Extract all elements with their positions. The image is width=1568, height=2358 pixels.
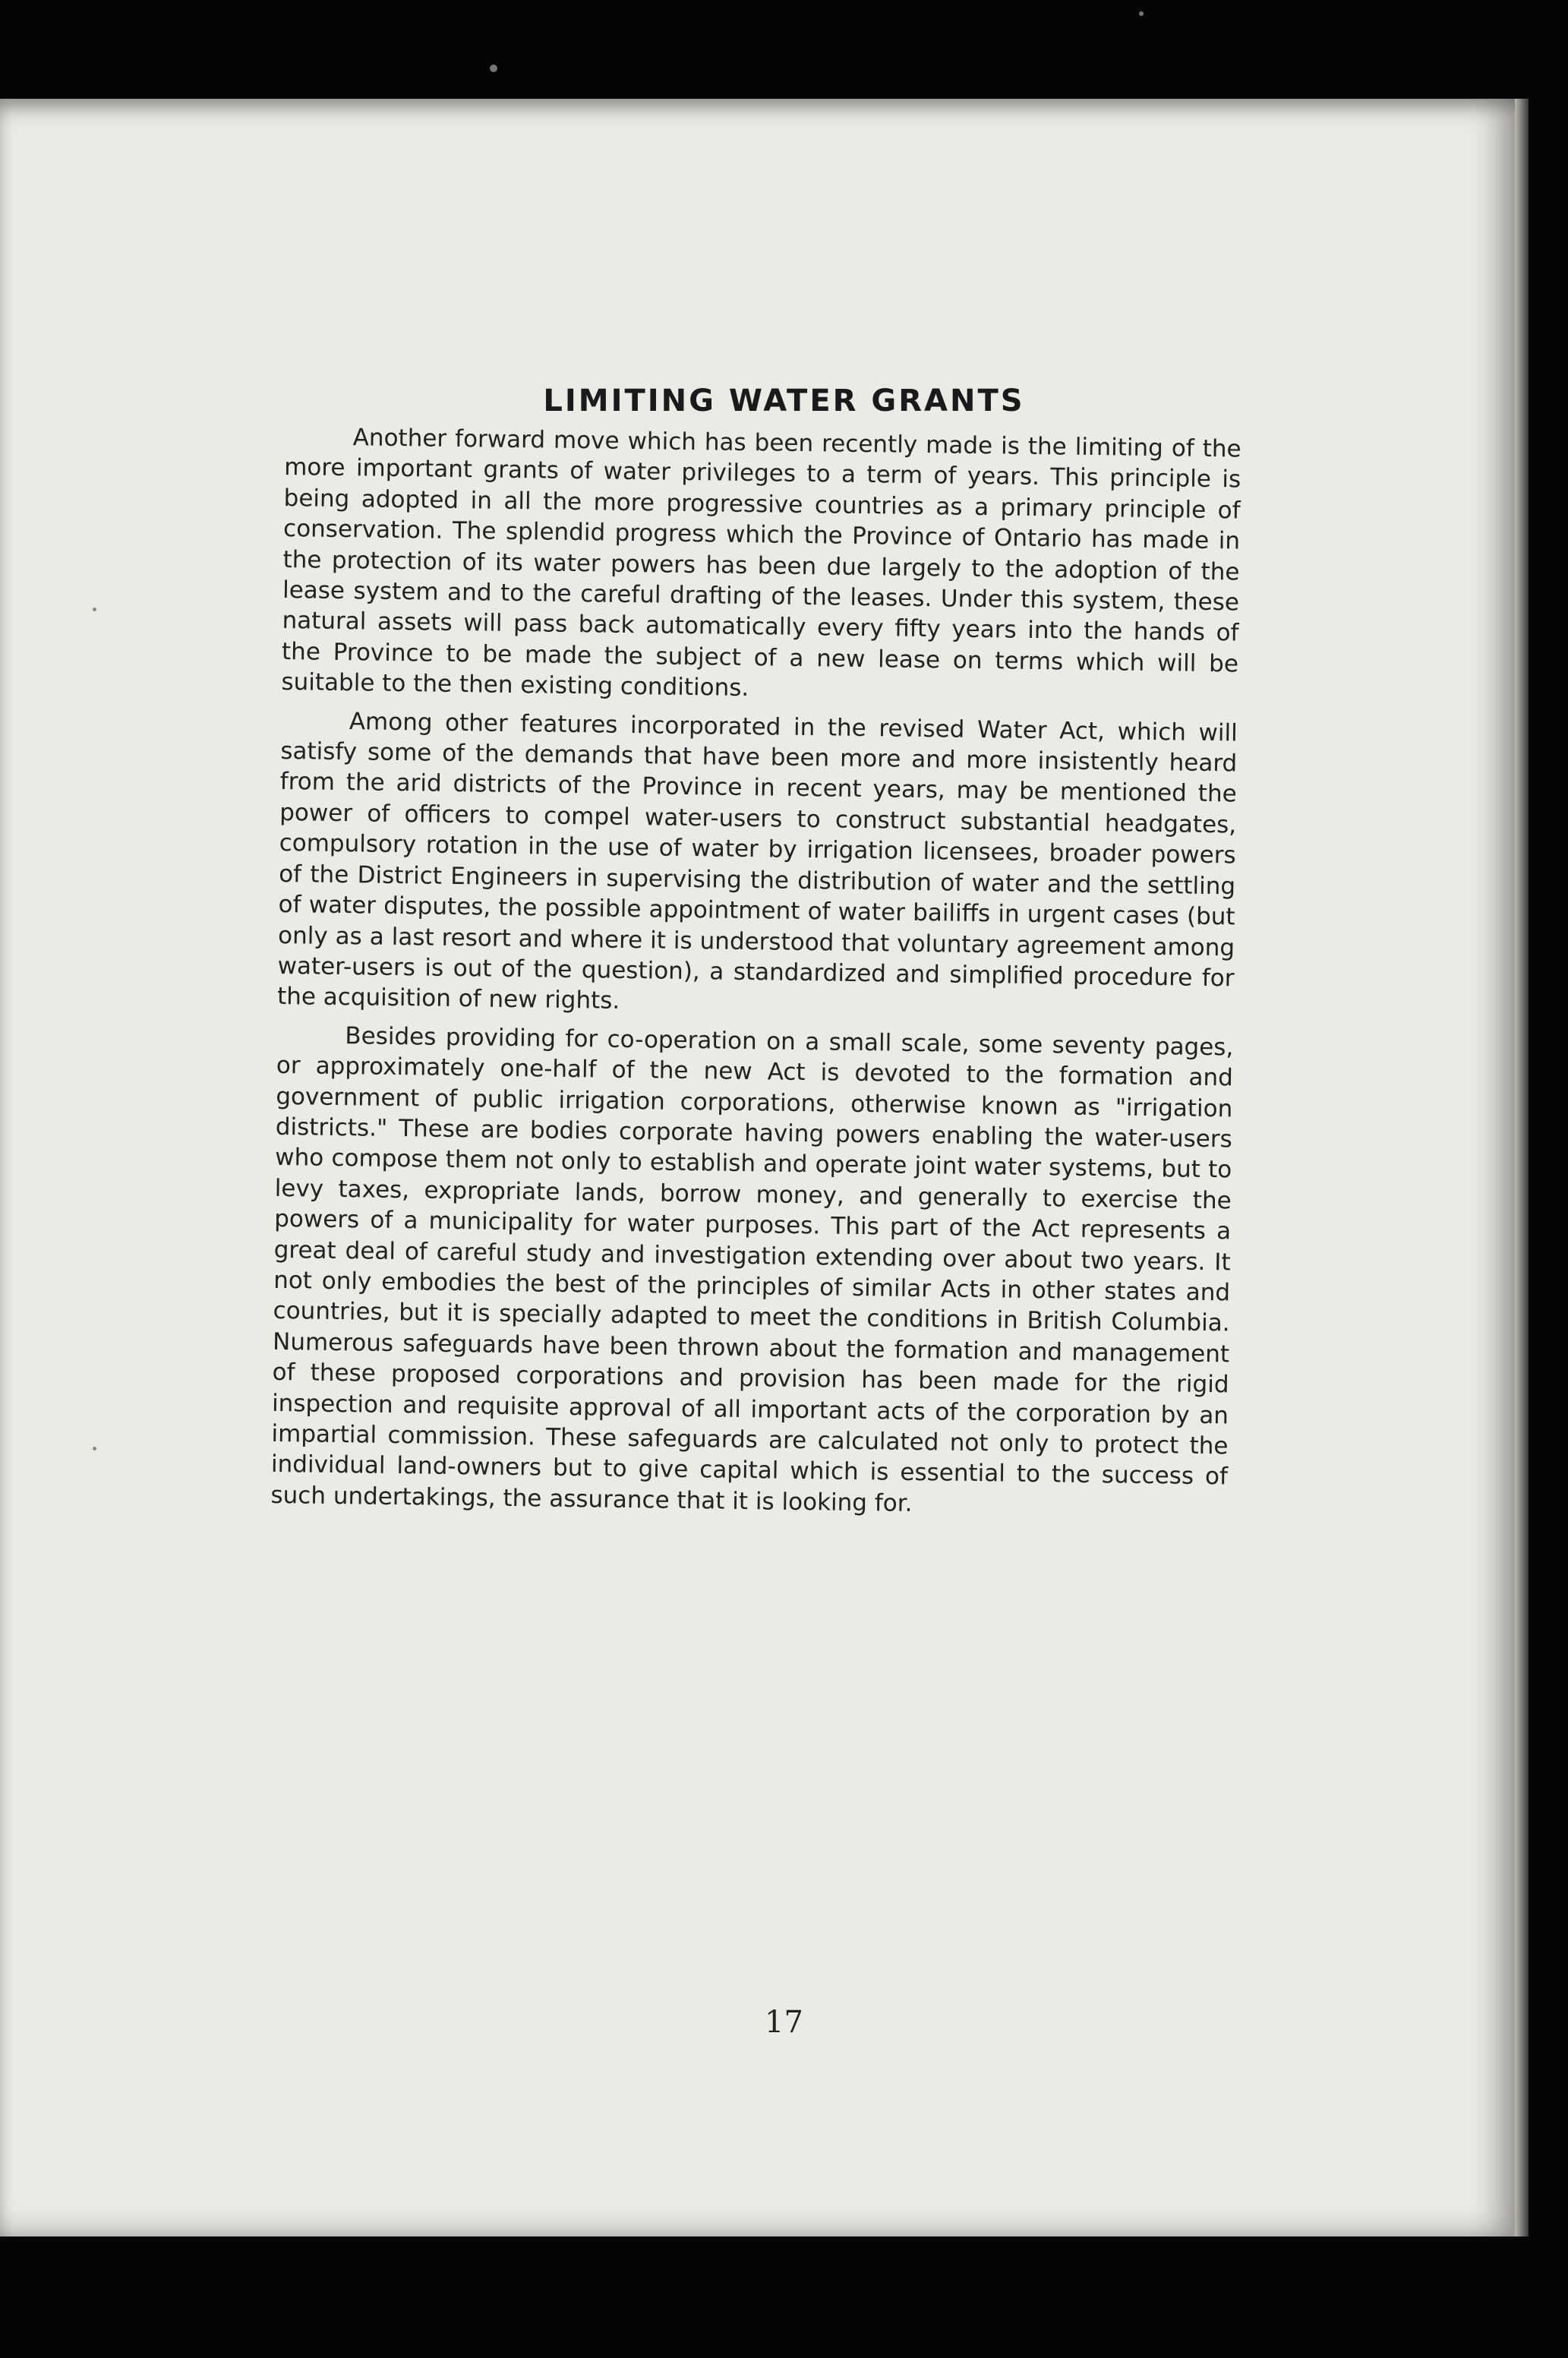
dust-speck	[1139, 11, 1144, 16]
paragraph: Besides providing for co-operation on a small scale, some seventy pages, or approximately one-half of the new Act is devoted to the formation and government of public irrigation corporations, otherwise known as "irrigation districts." These are bodies corporate having powers enabling the water-users who compose them not only to establish and operate joint water systems, but to levy taxes, expropriate lands, borrow money, and generally to exercise the powers of a municipality for water purposes. This part of the Act represents a great deal of careful study and investigation extending over about two years. It not only embodies the best of the principles of similar Acts in other states and countries, but it is specially adapted to meet the conditions in British Columbia. Numerous safeguards have been thrown about the formation and management of these proposed corporations and provision has been made for the rigid inspection and requisite approval of all important acts of the corporation by an impartial commission. These safeguards are calculated not only to protect the individual land-owners but to give capital which is essential to the success of such undertakings, the assurance that it is looking for.	[270, 1021, 1234, 1517]
document-body	[270, 421, 1241, 1531]
dust-speck	[93, 1447, 96, 1450]
dust-speck	[490, 65, 497, 72]
dust-speck	[93, 608, 96, 611]
page-number: 17	[765, 2005, 803, 2040]
paragraph: Among other features incorporated in the revised Water Act, which will satisfy some of the demands that have been more and more insistently heard from the arid districts of the Province in recent years, may be mentioned the power of officers to compel water-users to construct substantial headgates, compulsory rotation in the use of water by irrigation licensees, broader powers of the District Engineers in supervising the distribution of water and the settling of water disputes, the possible appointment of water bailiffs in urgent cases (but only as a last resort and where it is understood that voluntary agreement among water-users is out of the question), a standardized and simplified procedure for the acquisition of new rights.	[276, 707, 1238, 1015]
paragraph: Another forward move which has been recently made is the limiting of the more important grants of water privileges to a term of years. This principle is being adopted in all the more progressive countries as a primary principle of conservation. The splendid progress which the Province of Ontario has made in the protection of its water powers has been due largely to the adoption of the lease system and to the careful drafting of the leases. Under this system, these natural assets will pass back automatically every fifty years into the hands of the Province to be made the subject of a new lease on terms which will be suitable to the then existing conditions.	[281, 424, 1241, 702]
document-title: LIMITING WATER GRANTS	[543, 384, 1025, 418]
page-edge-shadow	[1515, 99, 1529, 2236]
